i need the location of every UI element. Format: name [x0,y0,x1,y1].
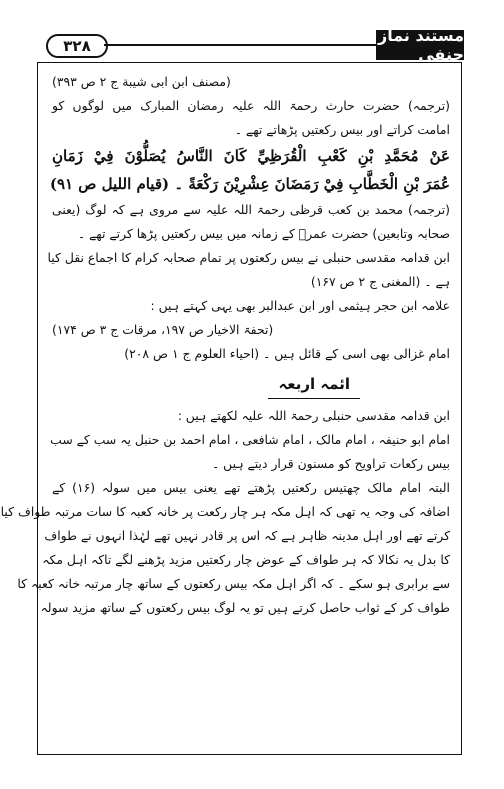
section-heading-wrap [52,370,450,404]
page-content [0,70,450,745]
text-line: (ترجمہ) حضرت حارث رحمۃ اللہ علیہ رمضان المبارک میں لوگوں کو [52,98,450,113]
text-line: (ترجمہ) محمد بن کعب قرظی رحمۃ اللہ علیہ سے مروی ہے کہ لوگ (یعنی [52,202,450,217]
page-number: ۳۲۸ [46,34,108,58]
text-line: ابن قدامہ مقدسی حنبلی نے بیس رکعتوں پر تمام صحابہ کرام کا اجماع نقل کیا [47,250,450,265]
text-line: ہے ۔ (المغنی ج ۲ ص ۱۶۷) [310,274,450,289]
text-line: امام غزالی بھی اسی کے قائل ہیں ۔ (احیاء العلوم ج ۱ ص ۲۰۸) [124,346,450,361]
text-line: کا بدل یہ نکالا کہ ہر طواف کے عوض چار رکعتیں مزید پڑھنے لگے تاکہ اہل مکہ [42,552,450,567]
arabic-text-line: عَنْ مُحَمَّدِ بْنِ كَعْبِ الْقُرَظِيِّ كَانَ النَّاسُ يُصَلُّوْنَ فِيْ زَمَانِ [52,147,450,165]
text-line: امامت کراتے اور بیس رکعتیں پڑھاتے تھے ۔ [234,122,450,137]
text-line: امام ابو حنیفہ ، امام مالک ، امام شافعی ، امام احمد بن حنبل یہ سب کے سب [50,432,450,447]
text-line: طواف کر کے ثواب حاصل کرتے ہیں تو یہ لوگ بیس رکعتوں کے ساتھ مزید سولہ [40,600,450,615]
arabic-text-line: عُمَرَ بْنِ الْخَطَّابِ فِيْ رَمَضَانَ عِشْرِيْنَ رَكْعَةً ۔ (قیام اللیل ص ۹۱) [49,175,450,193]
text-line: علامہ ابن حجر ہیثمی اور ابن عبدالبر بھی یہی کہتے ہیں : [150,298,450,313]
text-line: ابن قدامہ مقدسی حنبلی رحمۃ اللہ علیہ لکھتے ہیں : [177,408,450,423]
reference-line: (تحفۃ الاخیار ص ۱۹۷، مرقات ج ۳ ص ۱۷۴) [52,322,274,337]
text-line: اضافہ کی وجہ یہ تھی کہ اہل مکہ ہر چار رکعت پر خانہ کعبہ کا سات مرتبہ طواف کیا [0,504,450,519]
text-line: کرتے تھے اور اہل مدینہ ظاہر ہے کہ اس پر قادر نہیں تھے لہٰذا انہوں نے طواف [44,528,450,543]
text-line: صحابہ وتابعین) حضرت عمرؓ کے زمانہ میں بیس رکعتیں پڑھا کرتے تھے ۔ [77,226,450,241]
text-line: البتہ امام مالک چھتیس رکعتیں پڑھتے تھے یعنی بیس میں سولہ (۱۶) کے [52,480,450,495]
text-line: سے برابری ہو سکے ۔ کہ اگر اہل مکہ بیس رکعتوں کے ساتھ چار مرتبہ خانہ کعبہ کا [17,576,450,591]
book-title-label: مستند نماز حنفی [377,26,464,64]
text-line: بیس رکعات تراویح کو مسنون قرار دیتے ہیں ۔ [211,456,450,471]
reference-line: (مصنف ابن ابی شیبة ج ۲ ص ۳۹۳) [52,74,231,89]
section-heading: ائمہ اربعہ [268,372,360,399]
